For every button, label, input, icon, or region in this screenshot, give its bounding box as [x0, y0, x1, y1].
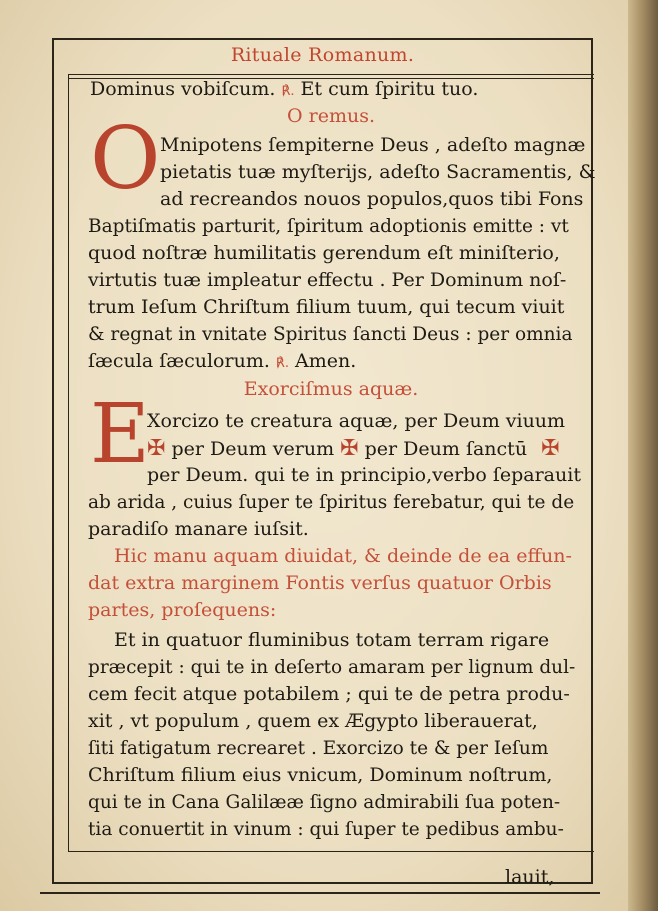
prayer-line: trum Ieſum Chriſtum filium tuum, qui tecum viuit [88, 296, 565, 318]
exorcism-line-crosses [147, 435, 647, 463]
inner-left-rule [68, 74, 69, 851]
versicle-line [90, 76, 590, 105]
prayer-line: pietatis tuæ myſterijs, adeſto Sacramentis, & [160, 161, 596, 183]
head-rule [68, 74, 594, 75]
response-symbol: ℟. [281, 84, 295, 99]
exorcism-text: per Deum verum [171, 438, 335, 460]
prayer-line: virtutis tuæ impleatur effectu . Per Dominum noſ- [88, 269, 567, 291]
blessing-line: cem fecit atque potabilem ; qui te de petra produ- [88, 683, 570, 705]
blessing-line: xit , vt populum , quem ex Ægypto liberauerat, [88, 710, 538, 732]
rubric-line: dat extra marginem Fontis verſus quatuor Orbis [88, 572, 552, 594]
prayer-line: & regnat in vnitate Spiritus ſancti Deus : per omnia [88, 324, 573, 345]
blessing-line: præcepit : qui te in deſerto amaram per lignum dul- [88, 657, 576, 678]
rubric-line: Hic manu aquam diuidat, & deinde de ea effun- [114, 545, 572, 567]
prayer-text: ſæcula ſæculorum. [88, 350, 270, 372]
response-symbol: ℟. [275, 356, 289, 371]
exorcism-line: paradiſo manare iuſsit. [88, 518, 309, 540]
running-head: Rituale Romanum. [230, 44, 415, 66]
blessing-line: Et in quatuor fluminibus totam terram rigare [114, 629, 550, 651]
catchword: lauit, [505, 866, 555, 888]
prayer-line: Baptiſmatis parturit, ſpiritum adoptionis emitte : vt [88, 216, 569, 237]
prayer-line-final [88, 348, 588, 377]
response-text: Et cum ſpiritu tuo. [300, 78, 479, 100]
cross-icon: ✠ [340, 436, 359, 461]
prayer-line: quod noſtræ humilitatis gerendum eſt miniſterio, [88, 242, 560, 264]
prayer-line: Mnipotens ſempiterne Deus , adeſto magnæ [160, 134, 586, 156]
drop-cap-o: O [90, 109, 161, 209]
exorcism-line: ab arida , cuius ſuper te ſpiritus ferebatur, qui te de [88, 492, 575, 513]
foot-rule [68, 851, 594, 852]
prayer-line: ad recreandos nouos populos,quos tibi Fons [160, 188, 584, 210]
blessing-line: qui te in Cana Galilææ ſigno admirabili ſua poten- [88, 792, 561, 813]
blessing-line: ſiti fatigatum recrearet . Exorcizo te & per Ieſum [88, 738, 549, 759]
outer-bottom-rule [40, 892, 600, 894]
exorcism-line: Xorcizo te creatura aquæ, per Deum viuum [147, 410, 566, 432]
exorcism-line: per Deum. qui te in principio,verbo ſeparauit [147, 464, 581, 486]
blessing-line: tia conuertit in vinum : qui ſuper te pedibus ambu- [88, 819, 564, 840]
cross-icon: ✠ [147, 436, 166, 461]
amen-text: Amen. [295, 350, 357, 372]
oremus-heading: O remus. [287, 105, 375, 127]
rubric-line: partes, proſequens: [88, 599, 277, 621]
versicle-text: Dominus vobiſcum. [90, 78, 276, 100]
drop-cap-e: E [90, 387, 150, 482]
cross-icon: ✠ [541, 436, 560, 461]
exorcism-text: per Deum ſanctū [364, 438, 528, 460]
blessing-line: Chriſtum filium eius vnicum, Dominum noſtrum, [88, 764, 553, 786]
exorcism-heading: Exorciſmus aquæ. [243, 378, 419, 400]
